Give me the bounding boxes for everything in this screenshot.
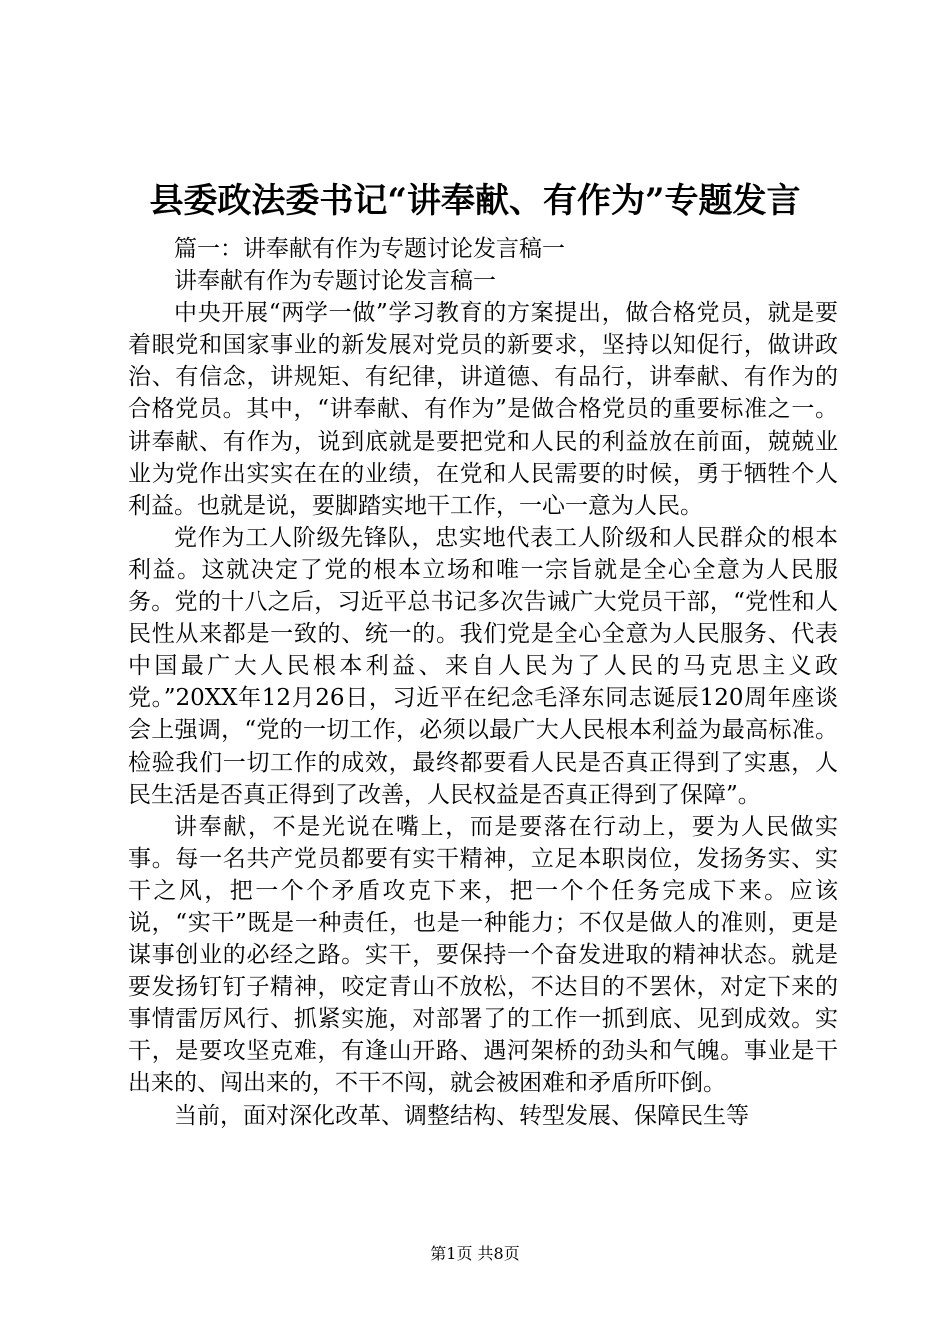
body-paragraph-3: 讲奉献，不是光说在嘴上，而是要落在行动上，要为人民做实事。每一名共产党员都要有实干精神，立足本职岗位，发扬务实、实干之风，把一个个矛盾攻克下来，把一个个任务完成下来。应该说，“实干”既是一种责任，也是一种能力；不仅是做人的准则，更是谋事创业的必经之路。实干，要保持一个奋发进取的精神状态。就是要发扬钉钉子精神，咬定青山不放松，不达目的不罢休，对定下来的事情雷厉风行、抓紧实施，对部署了的工作一抓到底、见到成效。实干，是要攻坚克难，有逢山开路、遇河架桥的劲头和气魄。事业是干出来的、闯出来的，不干不闯，就会被困难和矛盾所吓倒。: [128, 813, 838, 1097]
page-footer: [0, 1243, 950, 1265]
section-heading: 篇一：讲奉献有作为专题讨论发言稿一: [174, 236, 565, 262]
body-paragraph-2: 党作为工人阶级先锋队，忠实地代表工人阶级和人民群众的根本利益。这就决定了党的根本立场和唯一宗旨就是全心全意为人民服务。党的十八之后，习近平总书记多次告诫广大党员干部，“党性和人民性从来都是一致的、统一的。我们党是全心全意为人民服务、代表中国最广大人民根本利益、来自人民为了人民的马克思主义政党。”20XX年12月26日，习近平在纪念毛泽东同志诞辰120周年座谈会上强调，“党的一切工作，必须以最广大人民根本利益为最高标准。检验我们一切工作的成效，最终都要看人民是否真正得到了实惠，人民生活是否真正得到了改善，人民权益是否真正得到了保障”。: [128, 524, 838, 808]
document-title: 县委政法委书记“讲奉献、有作为”专题发言: [149, 181, 801, 221]
body-paragraph-1: 中央开展“两学一做”学习教育的方案提出，做合格党员，就是要着眼党和国家事业的新发展对党员的新要求，坚持以知促行，做讲政治、有信念，讲规矩、有纪律，讲道德、有品行，讲奉献、有作为的合格党员。其中，“讲奉献、有作为”是做合格党员的重要标准之一。讲奉献、有作为，说到底就是要把党和人民的利益放在前面，兢兢业业为党作出实实在在的业绩，在党和人民需要的时候，勇于牺牲个人利益。也就是说，要脚踏实地干工作，一心一意为人民。: [128, 300, 838, 519]
page-number: 第1页 共8页: [430, 1244, 520, 1263]
document-body: [128, 233, 838, 1132]
subsection-heading: 讲奉献有作为专题讨论发言稿一: [174, 268, 496, 295]
body-paragraph-4: 当前，面对深化改革、调整结构、转型发展、保障民生等: [174, 1102, 749, 1129]
